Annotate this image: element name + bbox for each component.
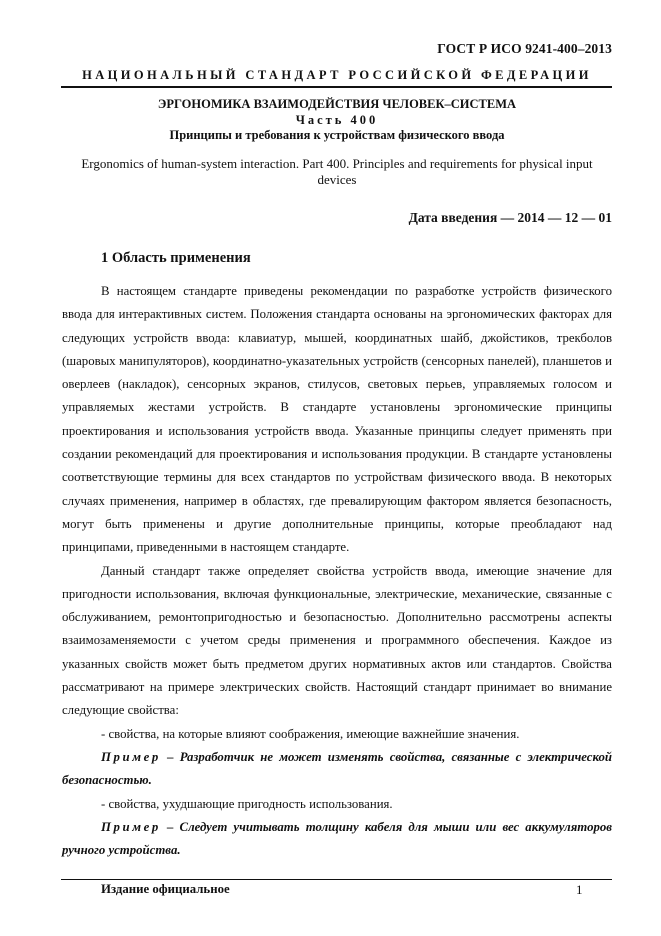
page-number: 1	[576, 882, 583, 897]
example-2-text: – Следует учитывать толщину кабеля для мыши или вес аккумуляторов ручного устройства.	[62, 819, 612, 858]
footer-divider	[61, 879, 612, 880]
example-1-label: Пример	[101, 749, 161, 764]
introduction-date: Дата введения — 2014 — 12 — 01	[408, 210, 612, 225]
title-subtitle: Принципы и требования к устройствам физического ввода	[169, 128, 505, 142]
document-number: ГОСТ Р ИСО 9241-400–2013	[437, 41, 612, 56]
paragraph-1: В настоящем стандарте приведены рекомендации по разработке устройств физического ввода для интерактивных систем. Положения стандарта основаны на эргономических факторах для следующих устройств ввода: клавиатур, мышей, координатных шайб, джойстиков, трекболов (шаровых манипуляторов), координатно-указательных устройств (сенсорных панелей), планшетов и оверлеев (накладок), сенсорных экранов, стилусов, световых перьев, управляемых голосом и управляемых жестами устройств. В стандарте установлены эргономические принципы проектирования и использования устройств ввода. Указанные принципы следует применять при создании рекомендаций для проектирования и использования продукции. В стандарте установлены соответствующие термины для всех стандартов по устройствам физического ввода. В некоторых случаях применения, например в областях, где превалирующим фактором является безопасность, могут быть применены и другие дополнительные принципы, которые преобладают над принципами, приведенными в настоящем стандарте.	[62, 284, 612, 555]
example-2	[62, 816, 612, 863]
example-1	[62, 746, 612, 793]
list-item-2: - свойства, ухудшающие пригодность использования.	[101, 796, 393, 811]
header-divider	[61, 86, 612, 88]
example-1-text: – Разработчик не может изменять свойства, связанные с электрической безопасностью.	[62, 749, 612, 788]
section-heading: 1 Область применения	[101, 250, 251, 266]
title-block	[62, 97, 612, 144]
paragraph-2: Данный стандарт также определяет свойства устройств ввода, имеющие значение для пригодности использования, включая функциональные, электрические, механические, связанные с обслуживанием, ремонтопригодностью и безопасностью. Дополнительно рассмотрены аспекты взаимозаменяемости с учетом среды применения и программного обеспечения. Каждое из указанных свойств может быть предметом других нормативных актов или стандартов. Свойства рассматривают на примере электрических свойств. Настоящий стандарт принимает во внимание следующие свойства:	[62, 563, 612, 718]
title-part: Часть 400	[295, 112, 379, 127]
list-item-1: - свойства, на которые влияют соображения, имеющие важнейшие значения.	[101, 726, 520, 741]
title-main: ЭРГОНОМИКА ВЗАИМОДЕЙСТВИЯ ЧЕЛОВЕК–СИСТЕМА	[157, 97, 517, 111]
section-body	[62, 280, 612, 862]
title-english: Ergonomics of human-system interaction. Part 400. Principles and requirements for physical input devices	[81, 156, 593, 187]
edition-label: Издание официальное	[101, 882, 230, 896]
national-standard-header: НАЦИОНАЛЬНЫЙ СТАНДАРТ РОССИЙСКОЙ ФЕДЕРАЦИИ	[82, 68, 592, 82]
example-2-label: Пример	[101, 819, 161, 834]
